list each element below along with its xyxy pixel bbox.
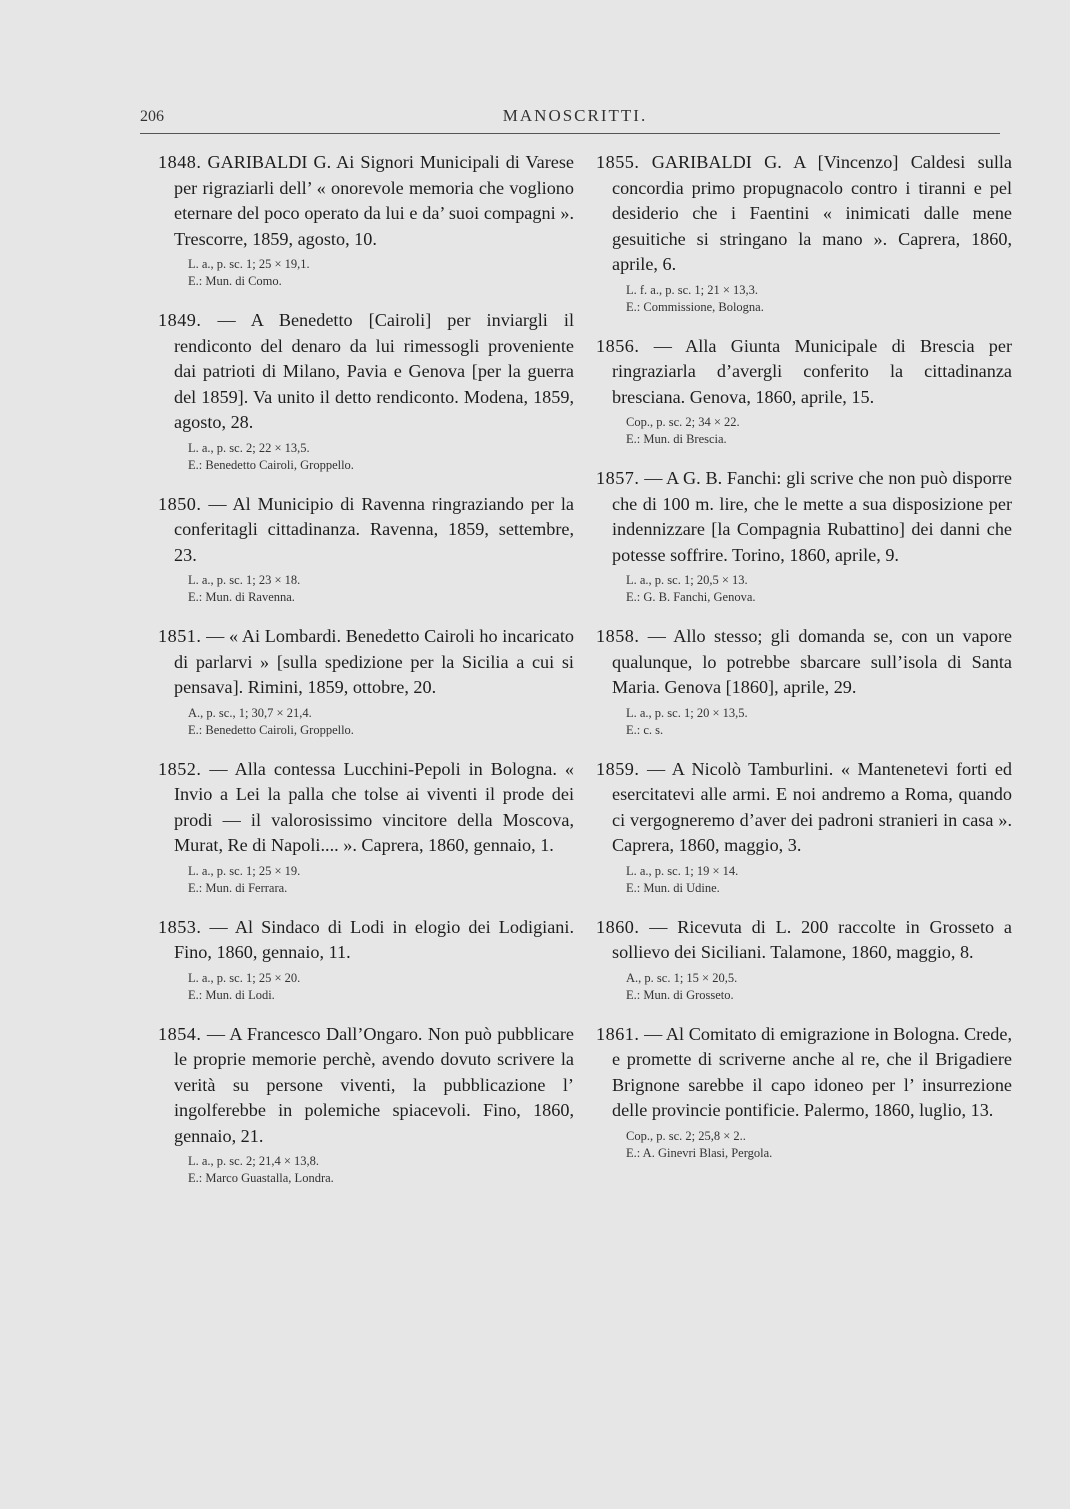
left-column [158,150,574,1205]
owner-line: E.: Benedetto Cairoli, Groppello. [188,722,354,737]
entry-metadata [626,970,1012,1004]
entry-text [596,334,1012,411]
entry-text [158,915,574,966]
physical-description: L. a., p. sc. 1; 19 × 14. [626,863,739,878]
owner-line: E.: G. B. Fanchi, Genova. [626,590,756,604]
entry-metadata [626,705,1012,739]
owner-line: E.: Mun. di Grosseto. [626,987,734,1002]
entry-number: 1848. [158,152,202,172]
catalog-entry [596,466,1012,606]
entry-metadata [188,705,574,739]
owner-line: E.: Mun. di Ravenna. [188,590,295,604]
entry-text [158,1022,574,1150]
entry-description: — Al Sindaco di Lodi in elogio dei Lodigiani. Fino, 1860, gennaio, 11. [174,916,575,962]
entry-number: 1859. [596,758,640,779]
catalog-entry [158,308,574,474]
owner-line: E.: Mun. di Ferrara. [188,880,288,895]
entry-number: 1849. [158,310,202,330]
entry-metadata [188,863,574,897]
owner-line: E.: Mun. di Como. [188,274,282,288]
entry-number: 1861. [596,1023,640,1044]
entry-metadata [188,440,574,474]
entry-number: 1851. [158,626,202,646]
entry-metadata [188,256,574,290]
entry-description: — Al Comitato di emigrazione in Bologna. Crede, e promette di scriverne anche al re, che il Brigadiere Brignone sarebbe il capo idoneo per l’ insurrezione delle provincie pontificie. Palermo, 1860, luglio, 13. [612,1023,1012,1120]
entry-text [158,492,574,569]
owner-line: E.: Benedetto Cairoli, Groppello. [188,457,354,472]
owner-line: E.: Commissione, Bologna. [626,299,764,314]
entry-metadata [188,1153,574,1187]
entry-number: 1857. [596,468,640,488]
physical-description: Cop., p. sc. 2; 34 × 22. [626,415,740,429]
entry-description: GARIBALDI G. A [Vincenzo] Caldesi sulla concordia primo propugnacolo contro i tiranni e pel desiderio che i Faentini « inimicati dalle mene gesuitiche si stringano la mano ». Caprera, 1860, aprile, 6. [612,152,1012,274]
catalog-entry [158,1022,574,1188]
physical-description: Cop., p. sc. 2; 25,8 × 2.. [626,1128,746,1143]
owner-line: E.: A. Ginevri Blasi, Pergola. [626,1145,773,1160]
entry-number: 1855. [596,152,640,172]
physical-description: L. a., p. sc. 2; 21,4 × 13,8. [188,1154,319,1168]
physical-description: L. a., p. sc. 1; 20 × 13,5. [626,705,748,720]
entry-description: — Al Municipio di Ravenna ringraziando per la conferitagli cittadinanza. Ravenna, 1859, settembre, 23. [174,493,575,565]
entry-description: — A Francesco Dall’Ongaro. Non può pubblicare le proprie memorie perchè, avendo dovuto scrivere la verità su persone viventi, la pubblicazione l’ ingolferebbe in polemiche spiacevoli. Fino, 1860, gennaio, 21. [174,1023,574,1146]
entry-text [158,150,574,252]
entry-text [596,150,1012,278]
entry-number: 1852. [158,758,202,779]
entry-description: — Ricevuta di L. 200 raccolte in Grosseto a sollievo dei Siciliani. Talamone, 1860, maggio, 8. [612,916,1013,962]
catalog-entry [596,1022,1012,1162]
physical-description: L. a., p. sc. 2; 22 × 13,5. [188,440,310,455]
owner-line: E.: Mun. di Brescia. [626,432,727,446]
entry-text [596,466,1012,568]
catalog-entry [596,334,1012,449]
entry-metadata [188,970,574,1004]
entry-number: 1856. [596,335,640,356]
entry-metadata [626,414,1012,448]
owner-line: E.: Mun. di Udine. [626,880,720,895]
catalog-entry [158,150,574,290]
entry-description: — A Benedetto [Cairoli] per inviargli il rendiconto del denaro da lui rimessogli proveniente dai patrioti di Milano, Pavia e Genova [per la guerra del 1859]. Va unito il detto rendiconto. Modena, 1859, agosto, 28. [174,310,574,432]
entry-text [596,915,1012,966]
catalog-entry [158,757,574,897]
entry-text [596,757,1012,859]
page-number: 206 [140,108,164,125]
catalog-entry [596,150,1012,316]
entry-description: — A G. B. Fanchi: gli scrive che non può disporre che di 100 m. lire, che le mette a sua disposizione per indennizzare [la Compagnia Rubattino] dei danni che potesse soffrire. Torino, 1860, aprile, 9. [612,468,1012,565]
entry-text [158,757,574,859]
entry-text [158,624,574,701]
entry-metadata [626,282,1012,316]
physical-description: L. a., p. sc. 1; 20,5 × 13. [626,573,748,587]
entry-metadata [626,1128,1012,1162]
entry-number: 1860. [596,916,640,937]
catalog-entry [158,492,574,607]
entry-number: 1850. [158,493,202,514]
catalog-entry [158,915,574,1004]
entry-metadata [626,572,1012,606]
entry-number: 1853. [158,916,202,937]
physical-description: A., p. sc. 1; 15 × 20,5. [626,970,738,985]
physical-description: L. a., p. sc. 1; 23 × 18. [188,573,301,587]
running-title: MANOSCRITTI. [502,106,648,125]
owner-line: E.: c. s. [626,722,664,737]
owner-line: E.: Marco Guastalla, Londra. [188,1171,334,1185]
catalog-entry [158,624,574,739]
header-rule [140,133,1000,134]
entry-description: GARIBALDI G. Ai Signori Municipali di Varese per rigraziarli dell’ « onorevole memoria che vogliono eternare del poco operato da lui e da’ suoi compagni ». Trescorre, 1859, agosto, 10. [174,152,575,249]
physical-description: L. a., p. sc. 1; 25 × 19. [188,863,301,878]
catalog-entry [596,915,1012,1004]
catalog-entry [596,624,1012,739]
catalog-entry [596,757,1012,897]
entry-description: — Alla contessa Lucchini-Pepoli in Bologna. « Invio a Lei la palla che tolse ai viventi il prode dei prodi — il valorosissimo vincitore della Moscova, Murat, Re di Napoli.... ». Caprera, 1860, gennaio, 1. [174,758,574,855]
entry-metadata [626,863,1012,897]
entry-description: — Allo stesso; gli domanda se, con un vapore qualunque, lo potrebbe sbarcare sull’isola di Santa Maria. Genova [1860], aprile, 29. [612,626,1012,697]
physical-description: L. a., p. sc. 1; 25 × 19,1. [188,257,310,271]
entry-metadata [188,572,574,606]
physical-description: A., p. sc., 1; 30,7 × 21,4. [188,705,312,720]
owner-line: E.: Mun. di Lodi. [188,987,275,1002]
entry-number: 1854. [158,1023,202,1044]
entry-description: — Alla Giunta Municipale di Brescia per ringraziarla d’avergli conferito la cittadinanza bresciana. Genova, 1860, aprile, 15. [612,335,1012,407]
right-column [596,150,1012,1180]
physical-description: L. f. a., p. sc. 1; 21 × 13,3. [626,282,759,297]
entry-number: 1858. [596,626,640,646]
entry-description: — « Ai Lombardi. Benedetto Cairoli ho incaricato di parlarvi » [sulla spedizione per la Sicilia a cui si pensava]. Rimini, 1859, ottobre, 20. [174,626,574,697]
entry-text [596,624,1012,701]
entry-text [596,1022,1012,1124]
entry-text [158,308,574,436]
physical-description: L. a., p. sc. 1; 25 × 20. [188,970,301,985]
entry-description: — A Nicolò Tamburlini. « Mantenetevi forti ed esercitatevi alle armi. E noi andremo a Roma, quando ci vergogneremo d’aver dei padroni stranieri in casa ». Caprera, 1860, maggio, 3. [612,758,1013,855]
